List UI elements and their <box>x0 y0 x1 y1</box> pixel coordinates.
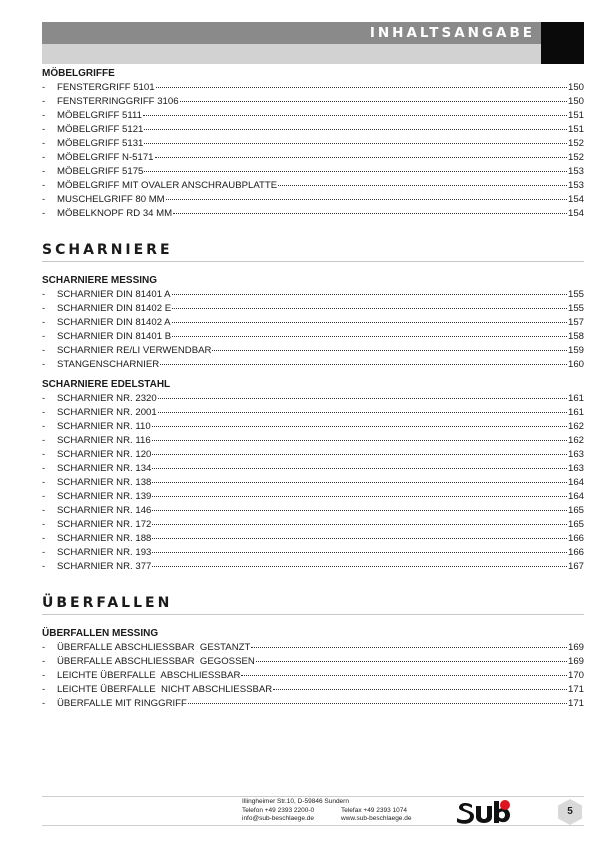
toc-entry <box>42 560 584 574</box>
entry-leader-dots <box>251 647 567 648</box>
footer-fax: Telefax +49 2393 1074 <box>341 806 407 814</box>
entry-bullet: - <box>42 449 46 460</box>
page-title: INHALTSANGABE <box>369 25 535 41</box>
entry-label: ÜBERFALLE ABSCHLIESSBAR GESTANZT <box>57 642 251 653</box>
entry-page-number: 152 <box>567 152 584 163</box>
toc-entry <box>42 302 584 316</box>
toc-entry <box>42 655 584 669</box>
entry-leader-dots <box>152 482 567 483</box>
entry-page-number: 154 <box>567 208 584 219</box>
toc-entry <box>42 288 584 302</box>
entry-label: SCHARNIER NR. 138 <box>57 477 152 488</box>
entry-leader-dots <box>188 703 567 704</box>
entry-page-number: 158 <box>567 331 584 342</box>
entry-bullet: - <box>42 393 46 404</box>
entry-page-number: 161 <box>567 393 584 404</box>
entry-page-number: 155 <box>567 289 584 300</box>
entry-label: MÖBELGRIFF N-5171 <box>57 152 154 163</box>
entry-leader-dots <box>152 468 567 469</box>
entry-leader-dots <box>152 454 567 455</box>
entry-label: SCHARNIER DIN 81402 A <box>57 317 171 328</box>
entry-page-number: 151 <box>567 124 584 135</box>
entry-bullet: - <box>42 359 46 370</box>
toc-entry <box>42 546 584 560</box>
entry-leader-dots <box>278 185 567 186</box>
entry-bullet: - <box>42 463 46 474</box>
entry-bullet: - <box>42 407 46 418</box>
entry-leader-dots <box>152 426 567 427</box>
entry-label: ÜBERFALLE ABSCHLIESSBAR GEGOSSEN <box>57 656 255 667</box>
toc-entry <box>42 95 584 109</box>
entry-page-number: 166 <box>567 533 584 544</box>
toc-entry <box>42 179 584 193</box>
footer-divider-bottom <box>42 825 584 826</box>
entry-page-number: 167 <box>567 561 584 572</box>
entry-bullet: - <box>42 477 46 488</box>
entry-page-number: 162 <box>567 435 584 446</box>
entry-leader-dots <box>152 552 567 553</box>
entry-page-number: 159 <box>567 345 584 356</box>
entry-bullet: - <box>42 331 46 342</box>
entry-label: MÖBELKNOPF RD 34 MM <box>57 208 173 219</box>
toc-list-scharniere-edelstahl <box>42 392 584 574</box>
toc-entry <box>42 344 584 358</box>
toc-entry <box>42 109 584 123</box>
entry-bullet: - <box>42 166 46 177</box>
header-bar-light <box>42 44 541 64</box>
entry-leader-dots <box>172 336 567 337</box>
entry-label: SCHARNIER NR. 146 <box>57 505 152 516</box>
entry-label: SCHARNIER NR. 120 <box>57 449 152 460</box>
company-logo <box>456 799 514 825</box>
entry-bullet: - <box>42 421 46 432</box>
entry-label: MUSCHELGRIFF 80 MM <box>57 194 165 205</box>
entry-page-number: 162 <box>567 421 584 432</box>
entry-page-number: 151 <box>567 110 584 121</box>
entry-page-number: 171 <box>567 684 584 695</box>
footer-contact-right <box>341 807 411 824</box>
entry-leader-dots <box>212 350 567 351</box>
entry-page-number: 169 <box>567 656 584 667</box>
entry-page-number: 161 <box>567 407 584 418</box>
entry-leader-dots <box>152 510 567 511</box>
entry-label: SCHARNIER NR. 116 <box>57 435 151 446</box>
toc-entry <box>42 532 584 546</box>
toc-entry <box>42 697 584 711</box>
entry-leader-dots <box>152 524 567 525</box>
entry-label: SCHARNIER NR. 139 <box>57 491 152 502</box>
toc-entry <box>42 462 584 476</box>
entry-leader-dots <box>152 566 567 567</box>
entry-bullet: - <box>42 519 46 530</box>
footer-divider-top <box>42 796 584 797</box>
entry-page-number: 164 <box>567 491 584 502</box>
entry-label: ÜBERFALLE MIT RINGGRIFF <box>57 698 187 709</box>
toc-entry <box>42 518 584 532</box>
toc-entry <box>42 137 584 151</box>
entry-page-number: 171 <box>567 698 584 709</box>
entry-label: SCHARNIER NR. 188 <box>57 533 152 544</box>
entry-label: STANGENSCHARNIER <box>57 359 160 370</box>
entry-page-number: 169 <box>567 642 584 653</box>
entry-leader-dots <box>152 538 567 539</box>
entry-bullet: - <box>42 642 46 653</box>
entry-label: FENSTERRINGGRIFF 3106 <box>57 96 179 107</box>
entry-leader-dots <box>144 143 567 144</box>
entry-page-number: 153 <box>567 180 584 191</box>
entry-bullet: - <box>42 289 46 300</box>
toc-entry <box>42 683 584 697</box>
entry-label: SCHARNIER NR. 193 <box>57 547 152 558</box>
entry-page-number: 164 <box>567 477 584 488</box>
entry-leader-dots <box>241 675 567 676</box>
footer-contact-left <box>242 798 349 824</box>
toc-entry <box>42 476 584 490</box>
entry-leader-dots <box>172 308 567 309</box>
toc-entry <box>42 420 584 434</box>
toc-entry <box>42 448 584 462</box>
section-title-scharniere: SCHARNIERE <box>42 239 584 262</box>
toc-list-moebelgriffe <box>42 81 584 221</box>
entry-label: SCHARNIER NR. 110 <box>57 421 151 432</box>
entry-page-number: 152 <box>567 138 584 149</box>
entry-bullet: - <box>42 317 46 328</box>
footer-phone: Telefon +49 2393 2200-0 <box>242 806 315 814</box>
toc-entry <box>42 434 584 448</box>
subsection-title-scharniere-edelstahl: SCHARNIERE EDELSTAHL <box>42 379 171 390</box>
toc-list-ueberfallen-messing <box>42 641 584 711</box>
entry-page-number: 150 <box>567 96 584 107</box>
entry-leader-dots <box>256 661 567 662</box>
entry-label: MÖBELGRIFF 5121 <box>57 124 144 135</box>
entry-page-number: 163 <box>567 463 584 474</box>
footer-email: info@sub-beschlaege.de <box>242 815 315 822</box>
entry-bullet: - <box>42 670 46 681</box>
entry-page-number: 157 <box>567 317 584 328</box>
toc-list-scharniere-messing <box>42 288 584 372</box>
toc-entry <box>42 490 584 504</box>
entry-leader-dots <box>166 199 567 200</box>
entry-label: SCHARNIER DIN 81402 E <box>57 303 172 314</box>
entry-leader-dots <box>172 322 567 323</box>
toc-entry <box>42 123 584 137</box>
toc-entry <box>42 392 584 406</box>
section-title-ueberfallen: ÜBERFALLEN <box>42 592 584 615</box>
entry-label: LEICHTE ÜBERFALLE NICHT ABSCHLIESSBAR <box>57 684 273 695</box>
entry-leader-dots <box>273 689 567 690</box>
entry-bullet: - <box>42 303 46 314</box>
entry-label: SCHARNIER NR. 2001 <box>57 407 157 418</box>
entry-label: FENSTERGRIFF 5101 <box>57 82 155 93</box>
entry-label: MÖBELGRIFF 5175 <box>57 166 144 177</box>
toc-entry <box>42 151 584 165</box>
entry-label: SCHARNIER NR. 134 <box>57 463 152 474</box>
entry-page-number: 165 <box>567 519 584 530</box>
entry-leader-dots <box>180 101 567 102</box>
entry-bullet: - <box>42 82 46 93</box>
subsection-title-ueberfallen-messing: ÜBERFALLEN MESSING <box>42 628 159 639</box>
toc-entry <box>42 81 584 95</box>
entry-leader-dots <box>173 213 567 214</box>
entry-bullet: - <box>42 505 46 516</box>
entry-label: SCHARNIER DIN 81401 A <box>57 289 171 300</box>
entry-label: MÖBELGRIFF 5131 <box>57 138 144 149</box>
entry-bullet: - <box>42 208 46 219</box>
subsection-title-scharniere-messing: SCHARNIERE MESSING <box>42 275 158 286</box>
entry-bullet: - <box>42 435 46 446</box>
entry-bullet: - <box>42 656 46 667</box>
entry-bullet: - <box>42 684 46 695</box>
entry-bullet: - <box>42 138 46 149</box>
entry-label: MÖBELGRIFF 5111 <box>57 110 142 121</box>
toc-entry <box>42 207 584 221</box>
entry-leader-dots <box>160 364 567 365</box>
subsection-title-moebelgriffe: MÖBELGRIFFE <box>42 68 115 79</box>
entry-label: SCHARNIER DIN 81401 B <box>57 331 172 342</box>
entry-page-number: 154 <box>567 194 584 205</box>
toc-entry <box>42 358 584 372</box>
toc-entry <box>42 330 584 344</box>
entry-bullet: - <box>42 180 46 191</box>
entry-page-number: 166 <box>567 547 584 558</box>
entry-label: SCHARNIER NR. 2320 <box>57 393 157 404</box>
entry-leader-dots <box>172 294 567 295</box>
entry-bullet: - <box>42 96 46 107</box>
toc-entry <box>42 504 584 518</box>
header-black-block <box>541 22 584 64</box>
entry-leader-dots <box>144 129 567 130</box>
entry-bullet: - <box>42 194 46 205</box>
toc-entry <box>42 406 584 420</box>
entry-bullet: - <box>42 698 46 709</box>
entry-label: SCHARNIER RE/LI VERWENDBAR <box>57 345 212 356</box>
entry-page-number: 170 <box>567 670 584 681</box>
entry-bullet: - <box>42 561 46 572</box>
entry-label: LEICHTE ÜBERFALLE ABSCHLIESSBAR <box>57 670 241 681</box>
entry-leader-dots <box>152 440 567 441</box>
entry-label: MÖBELGRIFF MIT OVALER ANSCHRAUBPLATTE <box>57 180 278 191</box>
entry-bullet: - <box>42 547 46 558</box>
entry-page-number: 153 <box>567 166 584 177</box>
entry-leader-dots <box>152 496 567 497</box>
entry-leader-dots <box>143 115 567 116</box>
entry-bullet: - <box>42 152 46 163</box>
table-of-contents <box>42 67 584 711</box>
footer-address: Illingheimer Str.10, D-59846 Sundern <box>242 798 349 805</box>
entry-page-number: 160 <box>567 359 584 370</box>
toc-entry <box>42 641 584 655</box>
entry-page-number: 163 <box>567 449 584 460</box>
entry-leader-dots <box>155 157 567 158</box>
entry-bullet: - <box>42 124 46 135</box>
entry-bullet: - <box>42 110 46 121</box>
entry-bullet: - <box>42 491 46 502</box>
page-number-badge <box>556 798 584 826</box>
entry-bullet: - <box>42 345 46 356</box>
entry-leader-dots <box>158 412 567 413</box>
entry-leader-dots <box>144 171 567 172</box>
toc-entry <box>42 316 584 330</box>
entry-label: SCHARNIER NR. 377 <box>57 561 152 572</box>
page-number: 5 <box>567 806 573 817</box>
entry-page-number: 150 <box>567 82 584 93</box>
entry-bullet: - <box>42 533 46 544</box>
entry-page-number: 155 <box>567 303 584 314</box>
toc-entry <box>42 669 584 683</box>
toc-entry <box>42 193 584 207</box>
entry-label: SCHARNIER NR. 172 <box>57 519 152 530</box>
toc-entry <box>42 165 584 179</box>
entry-leader-dots <box>158 398 567 399</box>
footer-web: www.sub-beschlaege.de <box>341 815 412 822</box>
entry-page-number: 165 <box>567 505 584 516</box>
entry-leader-dots <box>156 87 567 88</box>
